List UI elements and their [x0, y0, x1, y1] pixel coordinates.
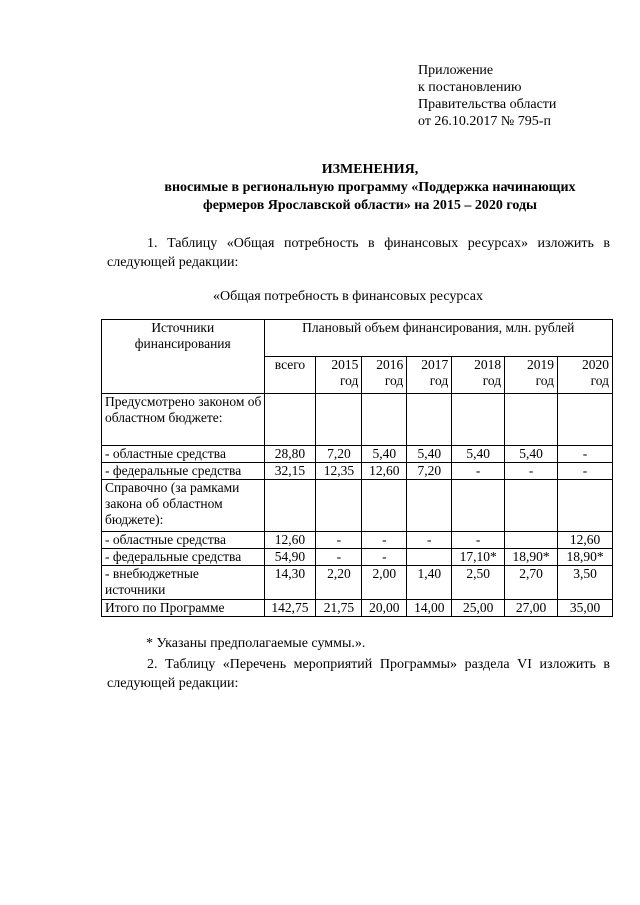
title-line: вносимые в региональную программу «Поддержка начинающих	[164, 180, 576, 195]
paragraph-number: 1.	[147, 236, 158, 251]
title-line: фермеров Ярославской области» на 2015 – 2020 годы	[203, 198, 537, 213]
row-label: - областные средства	[102, 532, 265, 549]
table-cell: 12,60	[264, 532, 316, 549]
table-cell: 27,00	[505, 600, 558, 617]
header-sources: Источники финансирования	[102, 320, 265, 394]
table-cell: -	[316, 532, 362, 549]
section-label: Справочно (за рамками закона об областном бюджете):	[102, 480, 265, 532]
table-cell: 12,60	[362, 463, 407, 480]
table-cell: 2,70	[505, 566, 558, 600]
header-year: 2015 год	[316, 357, 362, 394]
table-cell: 54,90	[264, 549, 316, 566]
header-year: 2019 год	[505, 357, 558, 394]
table-cell: 2,00	[362, 566, 407, 600]
table-cell: 12,35	[316, 463, 362, 480]
header-planned: Плановый объем финансирования, млн. рублей	[264, 320, 612, 357]
header-year: 2016 год	[362, 357, 407, 394]
row-label-total: Итого по Программе	[102, 600, 265, 617]
table-cell: 18,90*	[558, 549, 613, 566]
paragraph-number: 2.	[147, 657, 158, 672]
appendix-line: к постановлению	[418, 80, 522, 95]
table-cell: -	[558, 463, 613, 480]
table-cell: 5,40	[362, 446, 407, 463]
table-cell: -	[505, 463, 558, 480]
table-cell: -	[452, 532, 505, 549]
appendix-line: Приложение	[418, 63, 494, 78]
header-year: 2020 год	[558, 357, 613, 394]
header-year: 2017 год	[407, 357, 452, 394]
table-cell: 28,80	[264, 446, 316, 463]
section-label: Предусмотрено законом об областном бюджете:	[102, 394, 265, 446]
table-cell: 35,00	[558, 600, 613, 617]
appendix-line: Правительства области	[418, 97, 557, 112]
table-cell: -	[362, 549, 407, 566]
row-label: - внебюджетные источники	[102, 566, 265, 600]
table-cell: 5,40	[452, 446, 505, 463]
table-cell: 14,30	[264, 566, 316, 600]
table-cell	[505, 532, 558, 549]
paragraph-2	[107, 655, 610, 693]
table-cell: 12,60	[558, 532, 613, 549]
table-cell: 1,40	[407, 566, 452, 600]
table-cell: 25,00	[452, 600, 505, 617]
appendix-line: от 26.10.2017 № 795-п	[418, 114, 551, 129]
table-cell: 17,10*	[452, 549, 505, 566]
table-cell: 5,40	[505, 446, 558, 463]
table-cell: -	[407, 532, 452, 549]
financing-table	[101, 319, 613, 617]
table-cell: 5,40	[407, 446, 452, 463]
table-cell: 2,20	[316, 566, 362, 600]
table-cell: 3,50	[558, 566, 613, 600]
table-cell: 21,75	[316, 600, 362, 617]
table-title: «Общая потребность в финансовых ресурсах	[213, 289, 483, 304]
document-title	[100, 161, 640, 215]
footnote: * Указаны предполагаемые суммы.».	[146, 636, 366, 651]
title-line: ИЗМЕНЕНИЯ,	[321, 162, 419, 177]
table-cell: 7,20	[407, 463, 452, 480]
table-cell: 7,20	[316, 446, 362, 463]
table-cell: 32,15	[264, 463, 316, 480]
row-label: - областные средства	[102, 446, 265, 463]
table-cell: 14,00	[407, 600, 452, 617]
table-cell: 142,75	[264, 600, 316, 617]
table-cell: 2,50	[452, 566, 505, 600]
paragraph-text: Таблицу «Общая потребность в финансовых ресурсах» изложить в следующей редакции:	[107, 236, 610, 270]
appendix-block	[418, 62, 556, 130]
table-cell: 18,90*	[505, 549, 558, 566]
table-cell: -	[558, 446, 613, 463]
row-label: - федеральные средства	[102, 549, 265, 566]
table-cell: -	[316, 549, 362, 566]
paragraph-1	[107, 234, 610, 272]
row-label: - федеральные средства	[102, 463, 265, 480]
header-total: всего	[264, 357, 316, 394]
table-cell: -	[362, 532, 407, 549]
header-year: 2018 год	[452, 357, 505, 394]
table-cell: -	[452, 463, 505, 480]
table-cell	[407, 549, 452, 566]
paragraph-text: Таблицу «Перечень мероприятий Программы» раздела VI изложить в следующей редакции:	[107, 657, 610, 691]
table-cell: 20,00	[362, 600, 407, 617]
